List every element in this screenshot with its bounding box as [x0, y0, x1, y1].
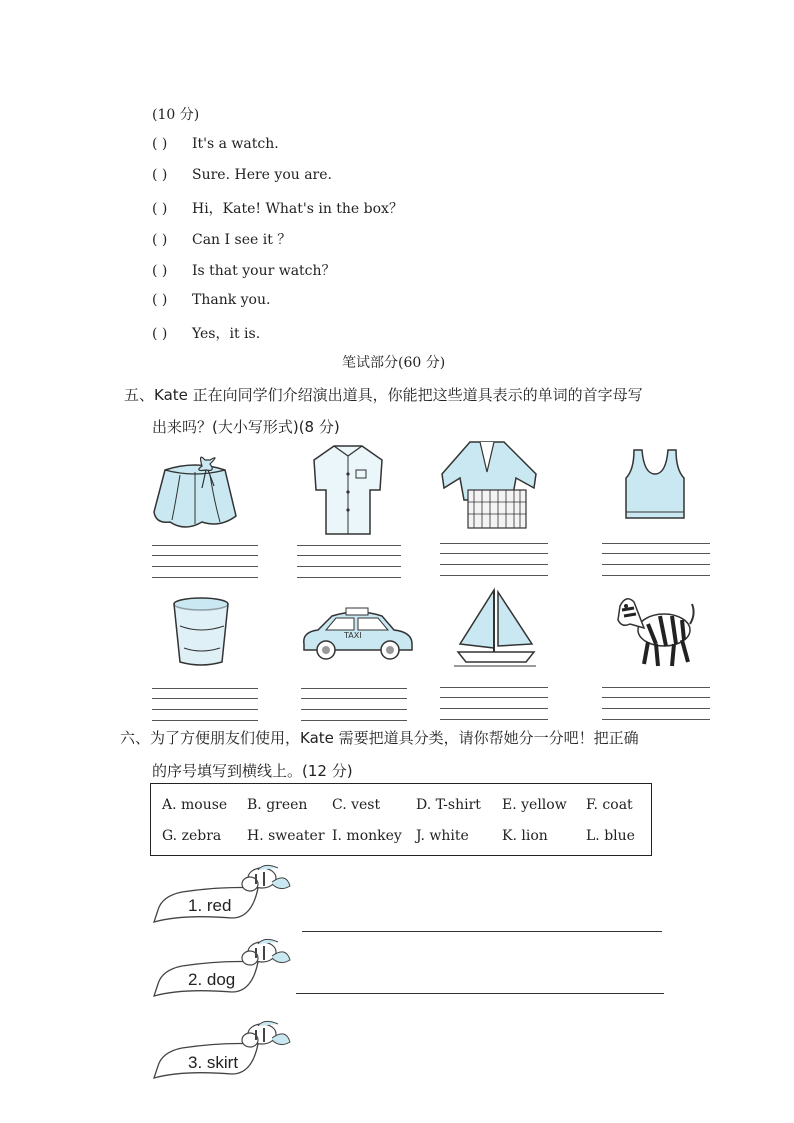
answer-paren[interactable]: ( ) [152, 292, 168, 308]
sailboat-icon [454, 586, 536, 668]
answer-line[interactable] [440, 687, 548, 688]
category-label-1: 1. red [188, 896, 232, 915]
option-item: K. lion [502, 828, 548, 844]
answer-line[interactable] [602, 719, 710, 720]
dialogue-text: Is that your watch？ [192, 263, 336, 279]
shirt-icon [310, 440, 386, 536]
answer-line[interactable] [152, 577, 258, 578]
category-label-3: 3. skirt [188, 1053, 239, 1072]
answer-line[interactable] [152, 566, 258, 567]
answer-paren[interactable]: ( ) [152, 167, 168, 183]
option-item: J. white [416, 828, 469, 844]
answer-line[interactable] [440, 543, 548, 544]
option-item: D. T-shirt [416, 797, 481, 813]
section6-heading-line2: 的序号填写到横线上。(12 分) [152, 762, 353, 780]
answer-line[interactable] [297, 555, 401, 556]
answer-paren[interactable]: ( ) [152, 136, 168, 152]
answer-line[interactable] [152, 688, 258, 689]
option-item: C. vest [332, 797, 381, 813]
dialogue-line-6 [152, 292, 270, 308]
answer-line[interactable] [602, 543, 710, 544]
option-item: G. zebra [162, 828, 222, 844]
answer-line[interactable] [152, 545, 258, 546]
dialogue-text: Thank you. [192, 292, 271, 308]
dialogue-line-7 [152, 323, 260, 343]
option-item: I. monkey [332, 828, 402, 844]
banner-bee-icon [152, 862, 302, 928]
option-item: B. green [247, 797, 308, 813]
answer-line[interactable] [440, 708, 548, 709]
answer-line[interactable] [440, 719, 548, 720]
answer-line[interactable] [440, 564, 548, 565]
dialogue-line-1 [152, 136, 279, 152]
section6-heading-line1: 六、为了方便朋友们使用，Kate 需要把道具分类，请你帮她分一分吧！把正确 [120, 729, 639, 747]
answer-paren[interactable]: ( ) [152, 263, 168, 279]
dialogue-line-4 [152, 229, 291, 249]
answer-line[interactable] [301, 720, 407, 721]
dialogue-line-3 [152, 198, 403, 218]
option-item: F. coat [586, 797, 633, 813]
written-section-title: 笔试部分(60 分) [342, 355, 446, 371]
glass-icon [170, 596, 232, 668]
category-label-2: 2. dog [188, 970, 236, 989]
banner-bee-icon [152, 1018, 302, 1084]
option-item: H. sweater [247, 828, 325, 844]
taxi-label: TAXI [344, 631, 362, 640]
answer-line[interactable] [602, 687, 710, 688]
answer-line[interactable] [602, 553, 710, 554]
answer-paren[interactable]: ( ) [152, 326, 168, 342]
dialogue-line-5 [152, 260, 336, 280]
answer-line[interactable] [301, 698, 407, 699]
listen-score: (10 分) [152, 107, 200, 123]
category-answer-line-1[interactable] [302, 931, 662, 932]
option-item: L. blue [586, 828, 635, 844]
answer-line[interactable] [301, 688, 407, 689]
uniform-icon [440, 434, 546, 530]
answer-paren[interactable]: ( ) [152, 232, 168, 248]
vest-icon [624, 446, 686, 522]
answer-paren[interactable]: ( ) [152, 201, 168, 217]
answer-line[interactable] [297, 566, 401, 567]
answer-line[interactable] [440, 575, 548, 576]
answer-line[interactable] [152, 709, 258, 710]
answer-line[interactable] [602, 697, 710, 698]
zebra-icon [612, 584, 698, 670]
taxi-icon [298, 604, 418, 662]
option-item: E. yellow [502, 797, 567, 813]
dialogue-text: Yes，it is. [192, 326, 261, 342]
dialogue-text: Can I see it ？ [192, 232, 292, 248]
dialogue-text: Sure. Here you are. [192, 167, 332, 183]
dialogue-text: It's a watch. [192, 136, 279, 152]
skirt-icon [150, 450, 240, 532]
option-item: A. mouse [162, 797, 228, 813]
answer-line[interactable] [440, 697, 548, 698]
answer-line[interactable] [602, 575, 710, 576]
answer-line[interactable] [152, 720, 258, 721]
answer-line[interactable] [152, 555, 258, 556]
dialogue-line-2 [152, 167, 332, 183]
banner-bee-icon [152, 936, 302, 1002]
answer-line[interactable] [602, 708, 710, 709]
dialogue-text: Hi，Kate! What's in the box？ [192, 201, 403, 217]
answer-line[interactable] [602, 564, 710, 565]
section5-heading-line1: 五、Kate 正在向同学们介绍演出道具，你能把这些道具表示的单词的首字母写 [124, 386, 643, 404]
answer-line[interactable] [440, 553, 548, 554]
answer-line[interactable] [297, 545, 401, 546]
answer-line[interactable] [301, 709, 407, 710]
word-options-box [150, 783, 652, 856]
answer-line[interactable] [297, 577, 401, 578]
category-answer-line-2[interactable] [296, 993, 664, 994]
section5-heading-line2: 出来吗？(大小写形式)(8 分) [152, 418, 340, 436]
answer-line[interactable] [152, 698, 258, 699]
